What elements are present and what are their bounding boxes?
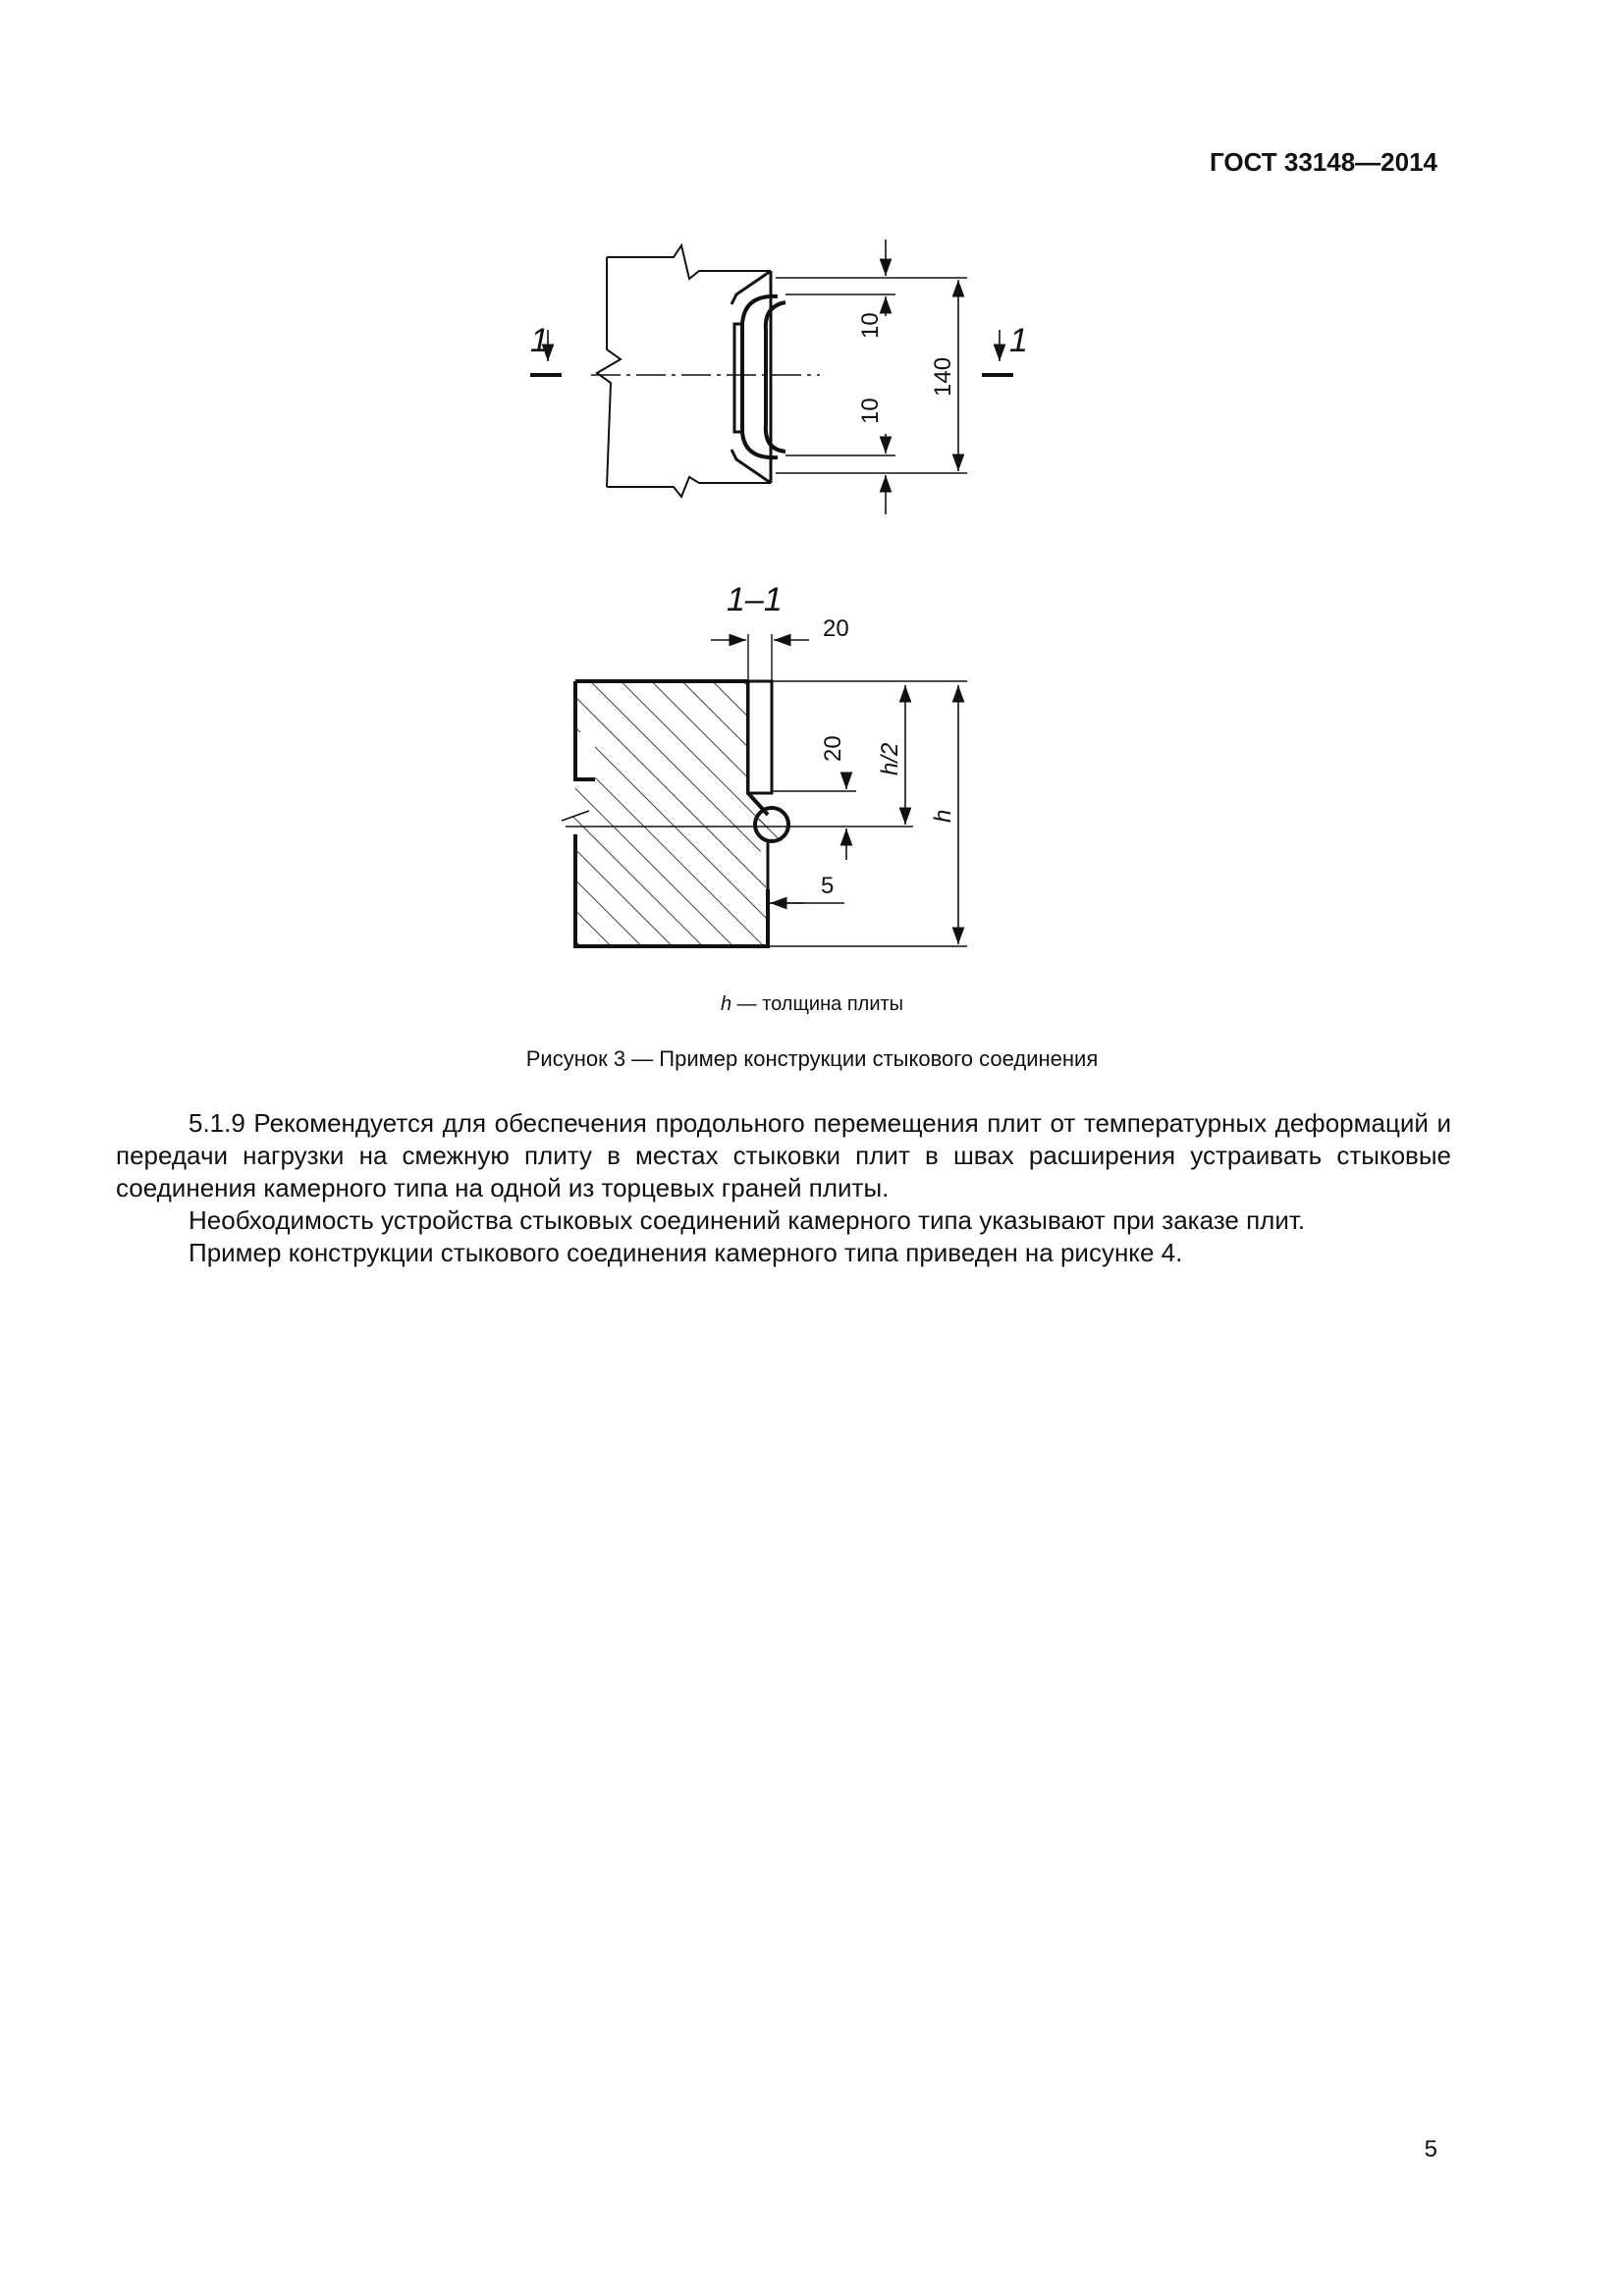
page-number: 5: [1424, 2136, 1437, 2163]
paragraph-figure-ref: Пример конструкции стыкового соединения камерного типа приведен на рисунке 4.: [189, 1238, 1183, 1267]
section-dim-gap: 20: [823, 615, 849, 642]
plan-view: [591, 245, 967, 497]
section-mark-left: 1: [530, 322, 549, 359]
figure-caption: Рисунок 3 — Пример конструкции стыкового соединения: [525, 1046, 1099, 1071]
section-title: 1–1: [727, 581, 783, 618]
section-mark-right: 1: [1009, 322, 1028, 359]
figure-3-drawing: [0, 0, 1624, 982]
plan-dim-bottom: 10: [857, 398, 884, 424]
section-dim-5: 5: [821, 873, 835, 899]
body-text: [116, 1107, 1451, 1269]
figure-legend: [0, 993, 1624, 1016]
plan-dim-total: 140: [930, 356, 956, 397]
section-dim-h: h: [930, 809, 956, 823]
section-dim-groove: 20: [820, 735, 846, 762]
section-dim-half: h/2: [877, 742, 903, 775]
legend-text: — толщина плиты: [731, 993, 904, 1015]
paragraph-5-1-9: 5.1.9 Рекомендуется для обеспечения продольного перемещения плит от температурных деформаций и передачи нагрузки на смежную плиту в местах стыковки плит в швах расширения устраивать стыковые соединения камерного типа на одной из торцевых граней плиты.: [116, 1108, 1451, 1202]
document-standard-number: ГОСТ 33148—2014: [1210, 147, 1437, 177]
plan-dim-top: 10: [857, 312, 884, 339]
paragraph-order-note: Необходимость устройства стыковых соединений камерного типа указывают при заказе плит.: [189, 1205, 1306, 1235]
section-view: [562, 634, 967, 946]
legend-variable: h: [720, 993, 732, 1015]
